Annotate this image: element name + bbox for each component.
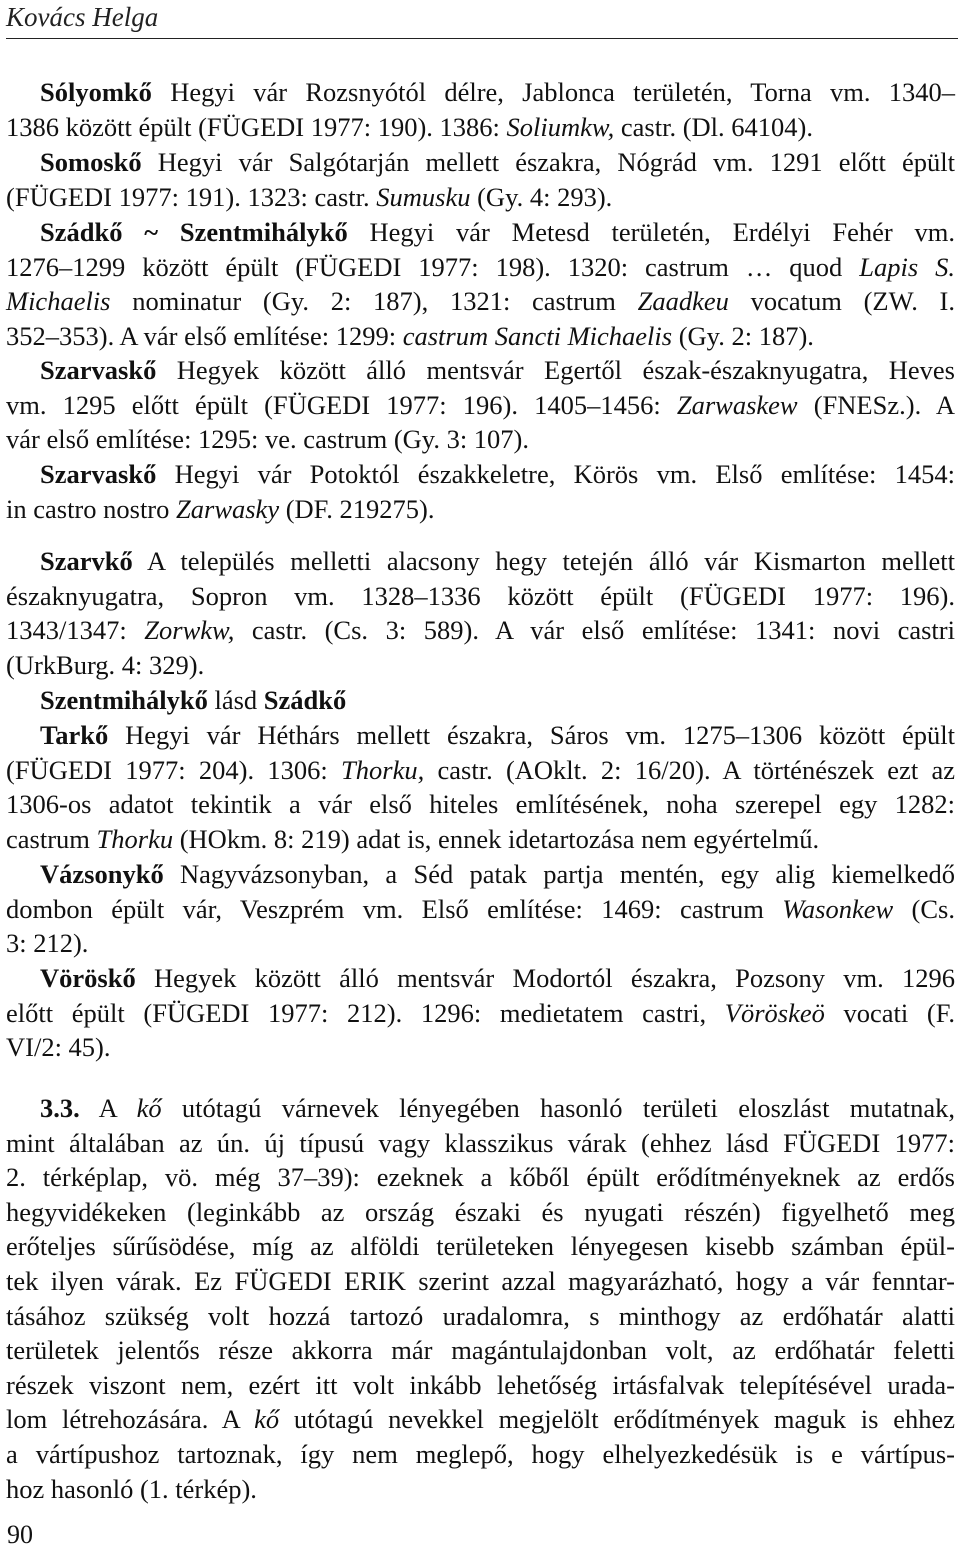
paragraph-line xyxy=(6,1160,955,1194)
entry-headword: Tarkő xyxy=(40,720,109,750)
entry-line xyxy=(6,319,955,353)
text-run: 1977: 198). 1320: castrum … quod xyxy=(401,251,860,282)
small-caps-author: ÜGEDI xyxy=(29,181,113,212)
entry-line xyxy=(40,544,955,578)
italic-form: Soliumkw, xyxy=(506,111,615,142)
paragraph-line xyxy=(6,1333,955,1367)
entry-line xyxy=(6,388,955,422)
entry-headword: Somoskő xyxy=(40,147,142,177)
text-run: utótagú várnevek lényegében hasonló területi eloszlást mutatnak, xyxy=(161,1093,956,1123)
text-run: tásához szükség volt hozzá tartozó uradalomra, s minthogy az erdőhatár alatti xyxy=(6,1300,955,1331)
text-run: vocati (F. xyxy=(824,997,955,1028)
entry-line xyxy=(40,683,955,717)
entry-line xyxy=(40,215,955,249)
text-run: hoz hasonló (1. térkép). xyxy=(6,1473,257,1504)
italic-form: Zarwasky xyxy=(176,493,280,524)
italic-form: Zorwkw, xyxy=(144,615,235,646)
small-caps-author: ÜGEDI xyxy=(221,111,305,142)
italic-form: Thorku xyxy=(96,823,174,854)
text-run: vm. 1295 előtt épült (F xyxy=(6,389,288,420)
text-run: (HOkm. 8: 219) adat is, ennek idetartozása nem egyértelmű. xyxy=(173,823,820,854)
text-run: 352–353). A vár első említése: 1299: xyxy=(6,320,403,351)
text-run: 1977: 212). 1296: medietatem castri, xyxy=(249,997,725,1028)
italic-form: kő xyxy=(254,1404,280,1435)
entry-line xyxy=(6,492,955,526)
entry-headword: Szarvaskő xyxy=(40,459,157,489)
text-run: 1977: 196). 1405–1456: xyxy=(370,389,677,420)
text-run: 1977: xyxy=(880,1127,955,1158)
text-run: Hegyi vár Metesd területén, Erdélyi Fehér vm. xyxy=(347,217,956,247)
running-header-author: Kovács Helga xyxy=(6,2,159,32)
paragraph-line xyxy=(6,1264,955,1298)
text-run: in castro nostro xyxy=(6,493,177,524)
text-run: mint általában az ún. új típusú vagy klasszikus várak (ehhez lásd F xyxy=(6,1127,798,1158)
text-run: Hegyi vár Héthárs mellett északra, Sáros vm. 1275–1306 között épült xyxy=(108,720,955,750)
text-run: területek jelentős része akkorra már magántulajdonban volt, az erdőhatár feletti xyxy=(6,1335,955,1366)
text-run: (F xyxy=(6,754,30,785)
paragraph-line xyxy=(6,1229,955,1263)
entry-headword: Szádkő ~ Szentmihálykő xyxy=(40,217,348,247)
text-run: Hegyi vár Salgótarján mellett északra, Nógrád vm. 1291 előtt épült xyxy=(141,147,955,177)
text-run: VI/2: 45). xyxy=(6,1032,111,1063)
entry-line xyxy=(6,613,955,647)
entry-headword: Szarvkő xyxy=(40,546,133,576)
text-run: Hegyi vár Rozsnyótól délre, Jablonca területén, Torna vm. 1340– xyxy=(151,77,955,107)
small-caps-author: RIK xyxy=(360,1266,406,1296)
italic-form: Sumusku xyxy=(376,181,471,212)
small-caps-author: ÜGEDI xyxy=(703,580,786,611)
entry-headword: Szádkő xyxy=(263,685,347,715)
text-run: Hegyi vár Potoktól északkeletre, Körös vm. Első említése: 1454: xyxy=(156,459,955,489)
text-run: dombon épült vár, Veszprém vm. Első említése: 1469: castrum xyxy=(6,893,783,924)
entry-line xyxy=(6,648,955,682)
text-run: A település melletti alacsony hegy tetején álló vár Kismarton mellett xyxy=(132,546,955,576)
text-run: 1386 között épült (F xyxy=(6,111,222,142)
paragraph-line xyxy=(6,1126,955,1160)
paragraph-line xyxy=(6,1195,955,1229)
italic-form: Zarwaskew xyxy=(676,389,798,420)
text-run: castr. (Dl. 64104). xyxy=(614,111,813,142)
entry-line xyxy=(6,753,955,787)
italic-form: Wasonkew xyxy=(782,893,894,924)
entry-line xyxy=(6,787,955,821)
text-run: (Gy. 4: 293). xyxy=(470,181,613,212)
text-run: Hegyek között álló mentsvár Egertől észak-északnyugatra, Heves xyxy=(156,355,955,385)
text-run: 1977: 190). 1386: xyxy=(304,111,507,142)
small-caps-author: ÜGEDI xyxy=(318,251,402,282)
text-run: lásd xyxy=(207,685,264,715)
entry-line xyxy=(6,579,955,613)
entry-line xyxy=(6,1030,955,1064)
italic-form: Zaadkeu xyxy=(637,286,729,317)
entry-line xyxy=(6,284,955,318)
paragraph-line xyxy=(6,1437,955,1471)
italic-form: castrum Sancti Michaelis xyxy=(402,320,673,351)
text-run: szerint azzal magyarázható, hogy a vár fenntar- xyxy=(405,1266,955,1296)
text-run: Nagyvázsonyban, a Séd patak partja mentén, egy alig kiemelkedő xyxy=(163,859,955,889)
text-run: (UrkBurg. 4: 329). xyxy=(6,649,205,680)
entry-headword: Vöröskő xyxy=(40,963,136,993)
italic-form: Thorku, xyxy=(341,754,425,785)
text-run: hegyvidékeken (leginkább az ország északi és nyugati részén) figyelhető meg xyxy=(6,1196,955,1227)
entry-line xyxy=(6,422,955,456)
text-run: 1306-os adatot tekintik a vár első hiteles említésének, noha szerepel egy 1282: xyxy=(6,789,955,820)
text-run: 1276–1299 között épült (F xyxy=(6,251,319,282)
text-run: (Gy. 2: 187). xyxy=(672,320,814,351)
text-run: lom létrehozására. A xyxy=(6,1404,255,1435)
text-run: 3: 212). xyxy=(6,928,89,959)
text-run: északnyugatra, Sopron vm. 1328–1336 között épült (F xyxy=(6,580,704,611)
text-run: részek viszont nem, ezért itt volt inkább lehetőség irtásfalvak telepítésével urada- xyxy=(6,1369,955,1400)
entry-line xyxy=(6,180,955,214)
text-run: E xyxy=(331,1266,361,1296)
text-run: előtt épült (F xyxy=(6,997,167,1028)
text-run: (FNESz.). A xyxy=(797,389,955,420)
text-run: Hegyek között álló mentsvár Modortól északra, Pozsony vm. 1296 xyxy=(135,963,955,993)
small-caps-author: ÜGEDI xyxy=(29,754,113,785)
entry-line xyxy=(40,857,955,891)
text-run: a vártípushoz tartoznak, így nem meglepő, hogy elhelyezkedésük is e vártípus- xyxy=(6,1439,955,1469)
paragraph-line xyxy=(6,1299,955,1333)
page-number: 90 xyxy=(7,1520,33,1549)
entry-line xyxy=(6,110,955,144)
entry-line xyxy=(40,457,955,491)
entry-line xyxy=(6,822,955,856)
small-caps-author: ÜGEDI xyxy=(797,1127,881,1158)
entry-headword: Szarvaskő xyxy=(40,355,157,385)
entry-headword: 3.3. xyxy=(40,1093,80,1123)
text-run: vocatum (ZW. I. xyxy=(728,286,955,317)
text-run: erőteljes sűrűsödése, míg az alföldi területeken lényegesen kisebb számban épül- xyxy=(6,1231,955,1262)
text-run: vár első említése: 1295: ve. castrum (Gy. 3: 107). xyxy=(6,424,529,455)
entry-line xyxy=(40,353,955,387)
text-run: utótagú nevekkel megjelölt erődítmények maguk is ehhez xyxy=(279,1404,955,1435)
text-run: A xyxy=(79,1093,137,1123)
italic-form: Vöröskeö xyxy=(724,997,825,1028)
paragraph-line xyxy=(6,1368,955,1402)
paragraph-line xyxy=(40,1091,955,1125)
small-caps-author: ÜGEDI xyxy=(287,389,371,420)
text-run: 1977: 191). 1323: castr. xyxy=(112,181,377,212)
entry-headword: Vázsonykő xyxy=(40,859,164,889)
entry-line xyxy=(6,892,955,926)
text-run: castr. (AOklt. 2: 16/20). A történészek ezt az xyxy=(424,754,955,785)
italic-form: Lapis S. xyxy=(859,251,955,282)
italic-form: kő xyxy=(136,1093,162,1123)
paragraph-line xyxy=(6,1472,955,1506)
text-run: 1977: 204). 1306: xyxy=(112,754,342,785)
entry-line xyxy=(40,145,955,179)
italic-form: Michaelis xyxy=(6,286,111,317)
text-run: 2. térképlap, vö. még 37–39): ezeknek a kőből épült erődítményeknek az erdős xyxy=(6,1162,955,1193)
text-run: castrum xyxy=(6,823,97,854)
text-run: 1977: 196). xyxy=(786,580,955,611)
text-run: (DF. 219275). xyxy=(279,493,435,524)
small-caps-author: ÜGEDI xyxy=(166,997,250,1028)
entry-headword: Sólyomkő xyxy=(40,77,152,107)
paragraph-line xyxy=(6,1402,955,1436)
entry-line xyxy=(6,250,955,284)
text-run: tek ilyen várak. Ez F xyxy=(6,1266,250,1296)
text-run: (Cs. xyxy=(893,893,955,924)
entry-line xyxy=(6,996,955,1030)
entry-line xyxy=(40,718,955,752)
entry-line xyxy=(40,961,955,995)
text-run: (F xyxy=(6,181,30,212)
text-run: 1343/1347: xyxy=(6,615,145,646)
page-header xyxy=(6,0,958,39)
small-caps-author: ÜGEDI xyxy=(249,1266,332,1296)
entry-line xyxy=(40,75,955,109)
entry-headword: Szentmihálykő xyxy=(40,685,208,715)
text-run: nominatur (Gy. 2: 187), 1321: castrum xyxy=(110,286,638,317)
text-run: castr. (Cs. 3: 589). A vár első említése: 1341: novi castri xyxy=(234,615,955,646)
entry-line xyxy=(6,926,955,960)
